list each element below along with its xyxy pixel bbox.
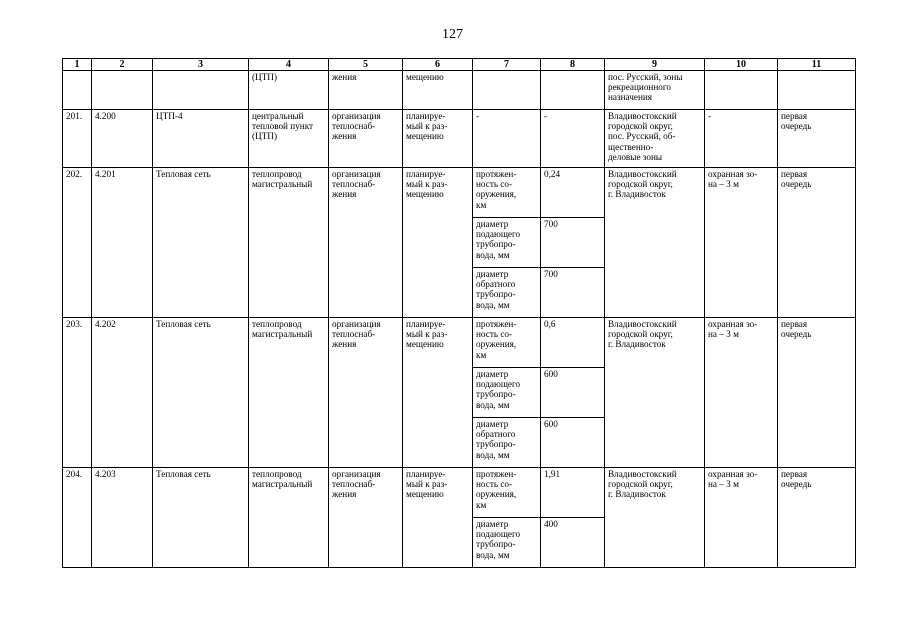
table-row: [63, 110, 856, 168]
cell-code: 4.202: [92, 318, 153, 468]
cell-stage: первая очередь: [778, 318, 856, 468]
cell-code: 4.203: [92, 468, 153, 568]
cell-param-value: 400: [541, 518, 605, 568]
cell-param-value: -: [541, 110, 605, 168]
cell-param-name: диаметр обратного трубопро- вода, мм: [473, 418, 541, 468]
cell-number: 203.: [63, 318, 92, 468]
column-header: 11: [778, 59, 856, 71]
cell-param-name: диаметр подающего трубопро- вода, мм: [473, 368, 541, 418]
cell-purpose: организация теплоснаб- жения: [329, 168, 403, 318]
cell-type: (ЦТП): [249, 71, 329, 110]
column-header: 7: [473, 59, 541, 71]
cell-param-value: 0,24: [541, 168, 605, 218]
cell-type: теплопровод магистральный: [249, 468, 329, 568]
cell-param-value: 0,6: [541, 318, 605, 368]
cell-code: 4.200: [92, 110, 153, 168]
header-row: [63, 59, 856, 71]
cell-zone: -: [705, 110, 778, 168]
cell-zone: охранная зо- на – 3 м: [705, 168, 778, 318]
cell-type: центральный тепловой пункт (ЦТП): [249, 110, 329, 168]
cell-location: Владивостокский городской округ, г. Владивосток: [605, 468, 705, 568]
column-header: 8: [541, 59, 605, 71]
cell-param-name: протяжен- ность со- оружения, км: [473, 168, 541, 218]
page-number: 127: [442, 27, 463, 42]
cell-number: 202.: [63, 168, 92, 318]
cell-param-value: 600: [541, 418, 605, 468]
cell-status: мещению: [403, 71, 473, 110]
cell-name: Тепловая сеть: [153, 468, 249, 568]
cell-code: 4.201: [92, 168, 153, 318]
cell-status: планируе- мый к раз- мещению: [403, 318, 473, 468]
cell-status: планируе- мый к раз- мещению: [403, 468, 473, 568]
column-header: 6: [403, 59, 473, 71]
table-row: [63, 168, 856, 218]
cell-param-name: -: [473, 110, 541, 168]
cell-location: Владивостокский городской округ, пос. Русский, об- щественно- деловые зоны: [605, 110, 705, 168]
cell-param-value: 700: [541, 218, 605, 268]
cell-zone: охранная зо- на – 3 м: [705, 318, 778, 468]
column-header: 4: [249, 59, 329, 71]
cell-param-name: диаметр обратного трубопро- вода, мм: [473, 268, 541, 318]
cell-stage: первая очередь: [778, 110, 856, 168]
cell-stage: первая очередь: [778, 168, 856, 318]
cell-status: планируе- мый к раз- мещению: [403, 110, 473, 168]
cell-number: 201.: [63, 110, 92, 168]
cell-param-name: протяжен- ность со- оружения, км: [473, 468, 541, 518]
cell-purpose: организация теплоснаб- жения: [329, 110, 403, 168]
cell-purpose: организация теплоснаб- жения: [329, 468, 403, 568]
continuation-row: [63, 71, 856, 110]
cell-name: Тепловая сеть: [153, 168, 249, 318]
column-header: 9: [605, 59, 705, 71]
cell-purpose: жения: [329, 71, 403, 110]
cell-param-name: протяжен- ность со- оружения, км: [473, 318, 541, 368]
column-header: 1: [63, 59, 92, 71]
cell-param-value: 600: [541, 368, 605, 418]
cell-purpose: организация теплоснаб- жения: [329, 318, 403, 468]
cell-param-name: диаметр подающего трубопро- вода, мм: [473, 218, 541, 268]
cell-param-name: диаметр подающего трубопро- вода, мм: [473, 518, 541, 568]
cell-param-value: 700: [541, 268, 605, 318]
cell-type: теплопровод магистральный: [249, 318, 329, 468]
cell-name: Тепловая сеть: [153, 318, 249, 468]
column-header: 10: [705, 59, 778, 71]
cell-location: Владивостокский городской округ, г. Владивосток: [605, 168, 705, 318]
cell-zone: охранная зо- на – 3 м: [705, 468, 778, 568]
column-header: 3: [153, 59, 249, 71]
table-row: [63, 468, 856, 518]
cell-status: планируе- мый к раз- мещению: [403, 168, 473, 318]
column-header: 5: [329, 59, 403, 71]
objects-table: [62, 58, 856, 568]
cell-stage: первая очередь: [778, 468, 856, 568]
cell-location: пос. Русский, зоны рекреационного назначения: [605, 71, 705, 110]
cell-type: теплопровод магистральный: [249, 168, 329, 318]
cell-location: Владивостокский городской округ, г. Владивосток: [605, 318, 705, 468]
table-row: [63, 318, 856, 368]
cell-name: ЦТП-4: [153, 110, 249, 168]
cell-number: 204.: [63, 468, 92, 568]
cell-param-value: 1,91: [541, 468, 605, 518]
column-header: 2: [92, 59, 153, 71]
